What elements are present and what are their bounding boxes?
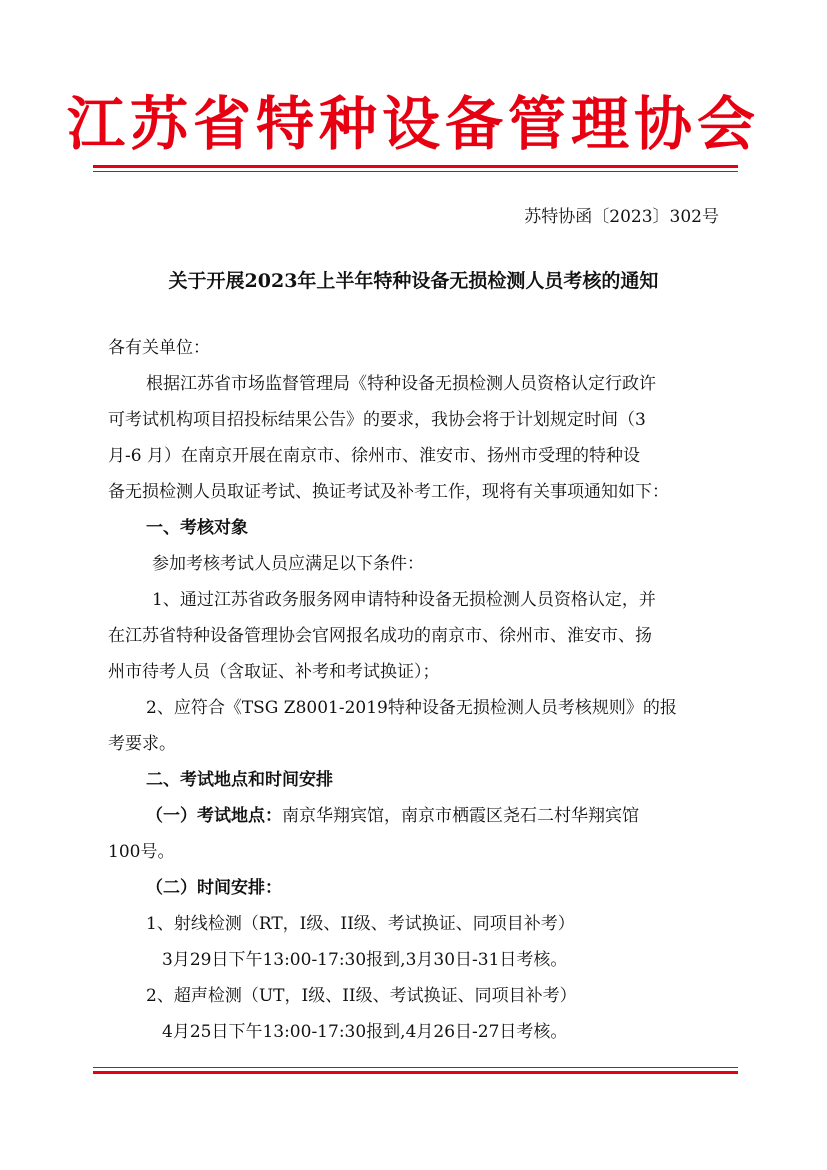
schedule-label: （二）时间安排： xyxy=(146,878,282,898)
exam-location-line-2: 100号。 xyxy=(108,842,175,862)
condition-2-line-1: 2、应符合《TSG Z8001-2019特种设备无损检测人员考核规则》的报 xyxy=(146,698,677,718)
intro-line-3: 月-6 月）在南京开展在南京市、徐州市、淮安市、扬州市受理的特种设 xyxy=(108,446,640,466)
footer-rule-thick xyxy=(93,1071,738,1074)
intro-line-1: 根据江苏省市场监督管理局《特种设备无损检测人员资格认定行政许 xyxy=(146,374,656,394)
rt-exam-title: 1、射线检测（RT，I级、II级、考试换证、同项目补考） xyxy=(146,914,575,934)
notice-title: 关于开展2023年上半年特种设备无损检测人员考核的通知 xyxy=(168,270,659,292)
ut-exam-title: 2、超声检测（UT，I级、II级、考试换证、同项目补考） xyxy=(146,986,577,1006)
intro-line-4: 备无损检测人员取证考试、换证考试及补考工作，现将有关事项通知如下： xyxy=(108,482,669,502)
letterhead-rule-thick xyxy=(93,165,738,168)
ut-exam-time: 4月25日下午13:00-17:30报到,4月26日-27日考核。 xyxy=(162,1022,568,1042)
exam-location-text: 南京华翔宾馆，南京市栖霞区尧石二村华翔宾馆 xyxy=(282,806,639,826)
organization-letterhead-title: 江苏省特种设备管理协会 xyxy=(66,90,760,158)
conditions-intro: 参加考核考试人员应满足以下条件： xyxy=(152,554,424,574)
salutation: 各有关单位： xyxy=(108,338,210,358)
section-heading-exam-candidates: 一、考核对象 xyxy=(146,518,248,538)
intro-line-2: 可考试机构项目招投标结果公告》的要求，我协会将于计划规定时间（3 xyxy=(108,410,646,430)
condition-1-line-3: 州市待考人员（含取证、补考和考试换证）； xyxy=(108,662,440,682)
exam-location-line xyxy=(146,804,639,828)
condition-2-line-2: 考要求。 xyxy=(108,734,176,754)
condition-1-line-1: 1、通过江苏省政务服务网申请特种设备无损检测人员资格认定，并 xyxy=(152,590,656,610)
exam-location-label: （一）考试地点： xyxy=(146,806,282,826)
document-number: 苏特协函〔2023〕302号 xyxy=(524,207,719,227)
letterhead-rule-thin xyxy=(93,171,738,172)
rt-exam-time: 3月29日下午13:00-17:30报到,3月30日-31日考核。 xyxy=(162,950,568,970)
section-heading-location-schedule: 二、考试地点和时间安排 xyxy=(146,770,333,790)
condition-1-line-2: 在江苏省特种设备管理协会官网报名成功的南京市、徐州市、淮安市、扬 xyxy=(108,626,652,646)
footer-rule-thin xyxy=(93,1067,738,1068)
